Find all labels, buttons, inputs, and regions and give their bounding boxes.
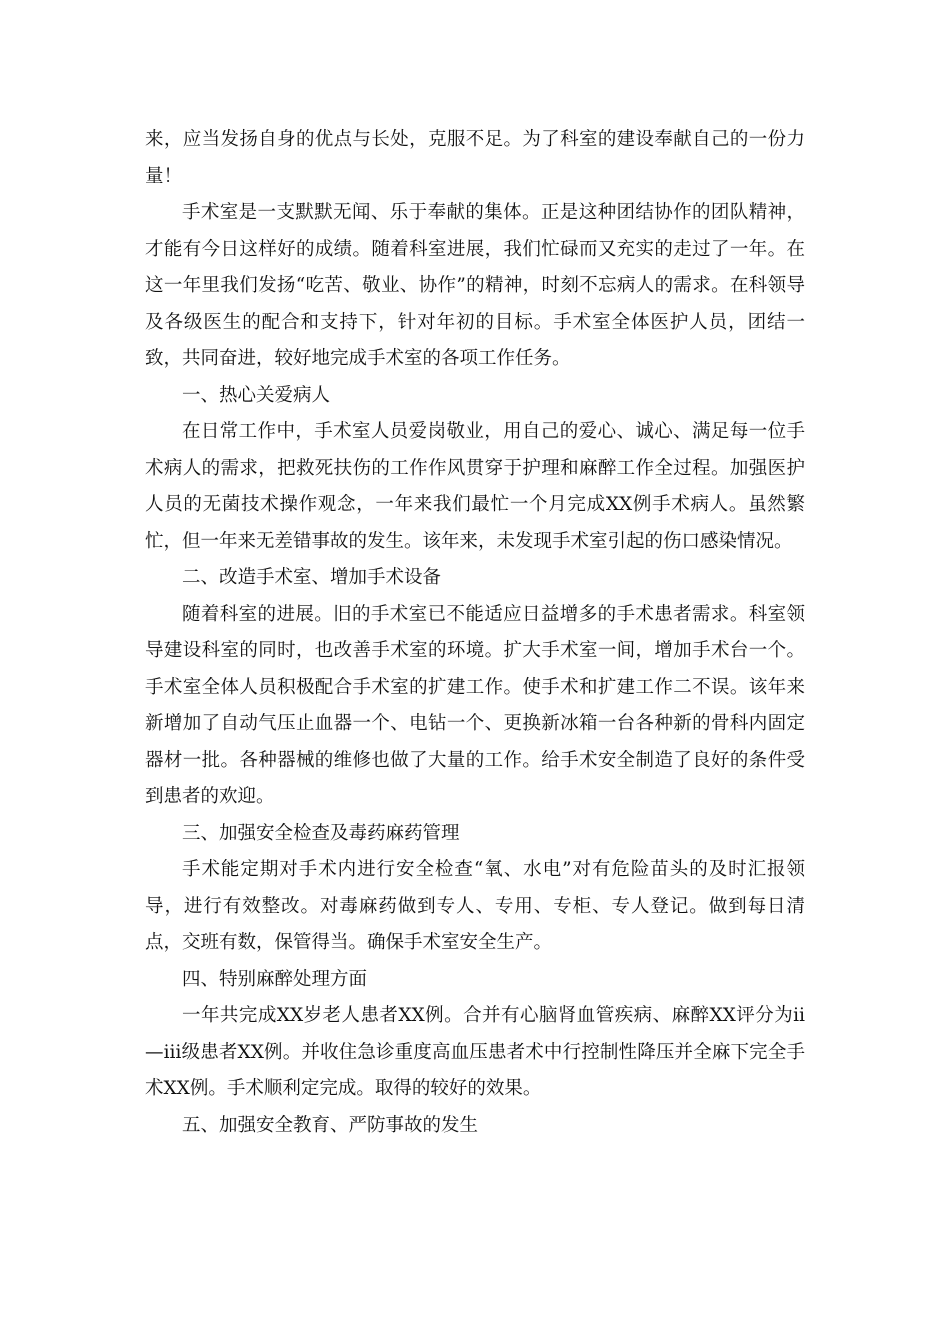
- paragraph-section-4: 一年共完成XX岁老人患者XX例。合并有心脑肾血管疾病、麻醉XX评分为ⅱ—ⅲ级患者XX例。并收住急诊重度高血压患者术中行控制性降压并全麻下完全手术XX例。手术顺利定完成。取得的较好的效果。: [145, 1005, 805, 1099]
- paragraph-continuation: 来，应当发扬自身的优点与长处，克服不足。为了科室的建设奉献自己的一份力量！: [145, 129, 805, 187]
- section-heading-5: 五、加强安全教育、严防事故的发生: [182, 1114, 479, 1136]
- section-heading-3: 三、加强安全检查及毒药麻药管理: [182, 822, 460, 844]
- paragraph-intro: 手术室是一支默默无闻、乐于奉献的集体。正是这种团结协作的团队精神，才能有今日这样好的成绩。随着科室进展，我们忙碌而又充实的走过了一年。在这一年里我们发扬“吃苦、敬业、协作”的精神，时刻不忘病人的需求。在科领导及各级医生的配合和支持下，针对年初的目标。手术室全体医护人员，团结一致，共同奋进，较好地完成手术室的各项工作任务。: [145, 202, 805, 369]
- section-heading-4: 四、特别麻醉处理方面: [182, 968, 368, 990]
- paragraph-section-2: 随着科室的进展。旧的手术室已不能适应日益增多的手术患者需求。科室领导建设科室的同时，也改善手术室的环境。扩大手术室一间，增加手术台一个。手术室全体人员积极配合手术室的扩建工作。使手术和扩建工作二不误。该年来新增加了自动气压止血器一个、电钻一个、更换新冰箱一台各种新的骨科内固定器材一批。各种器械的维修也做了大量的工作。给手术安全制造了良好的条件受到患者的欢迎。: [145, 603, 805, 807]
- section-heading-2: 二、改造手术室、增加手术设备: [182, 567, 442, 588]
- document-body: [145, 122, 805, 1144]
- section-heading-1: 一、热心关爱病人: [182, 384, 331, 406]
- paragraph-section-3: 手术能定期对手术内进行安全检查“氧、水电”对有危险苗头的及时汇报领导，进行有效整改。对毒麻药做到专人、专用、专柜、专人登记。做到每日清点，交班有数，保管得当。确保手术室安全生产。: [145, 859, 805, 953]
- paragraph-section-1: 在日常工作中，手术室人员爱岗敬业，用自己的爱心、诚心、满足每一位手术病人的需求，把救死扶伤的工作作风贯穿于护理和麻醉工作全过程。加强医护人员的无菌技术操作观念，一年来我们最忙一个月完成XX例手术病人。虽然繁忙，但一年来无差错事故的发生。该年来，未发现手术室引起的伤口感染情况。: [145, 421, 805, 552]
